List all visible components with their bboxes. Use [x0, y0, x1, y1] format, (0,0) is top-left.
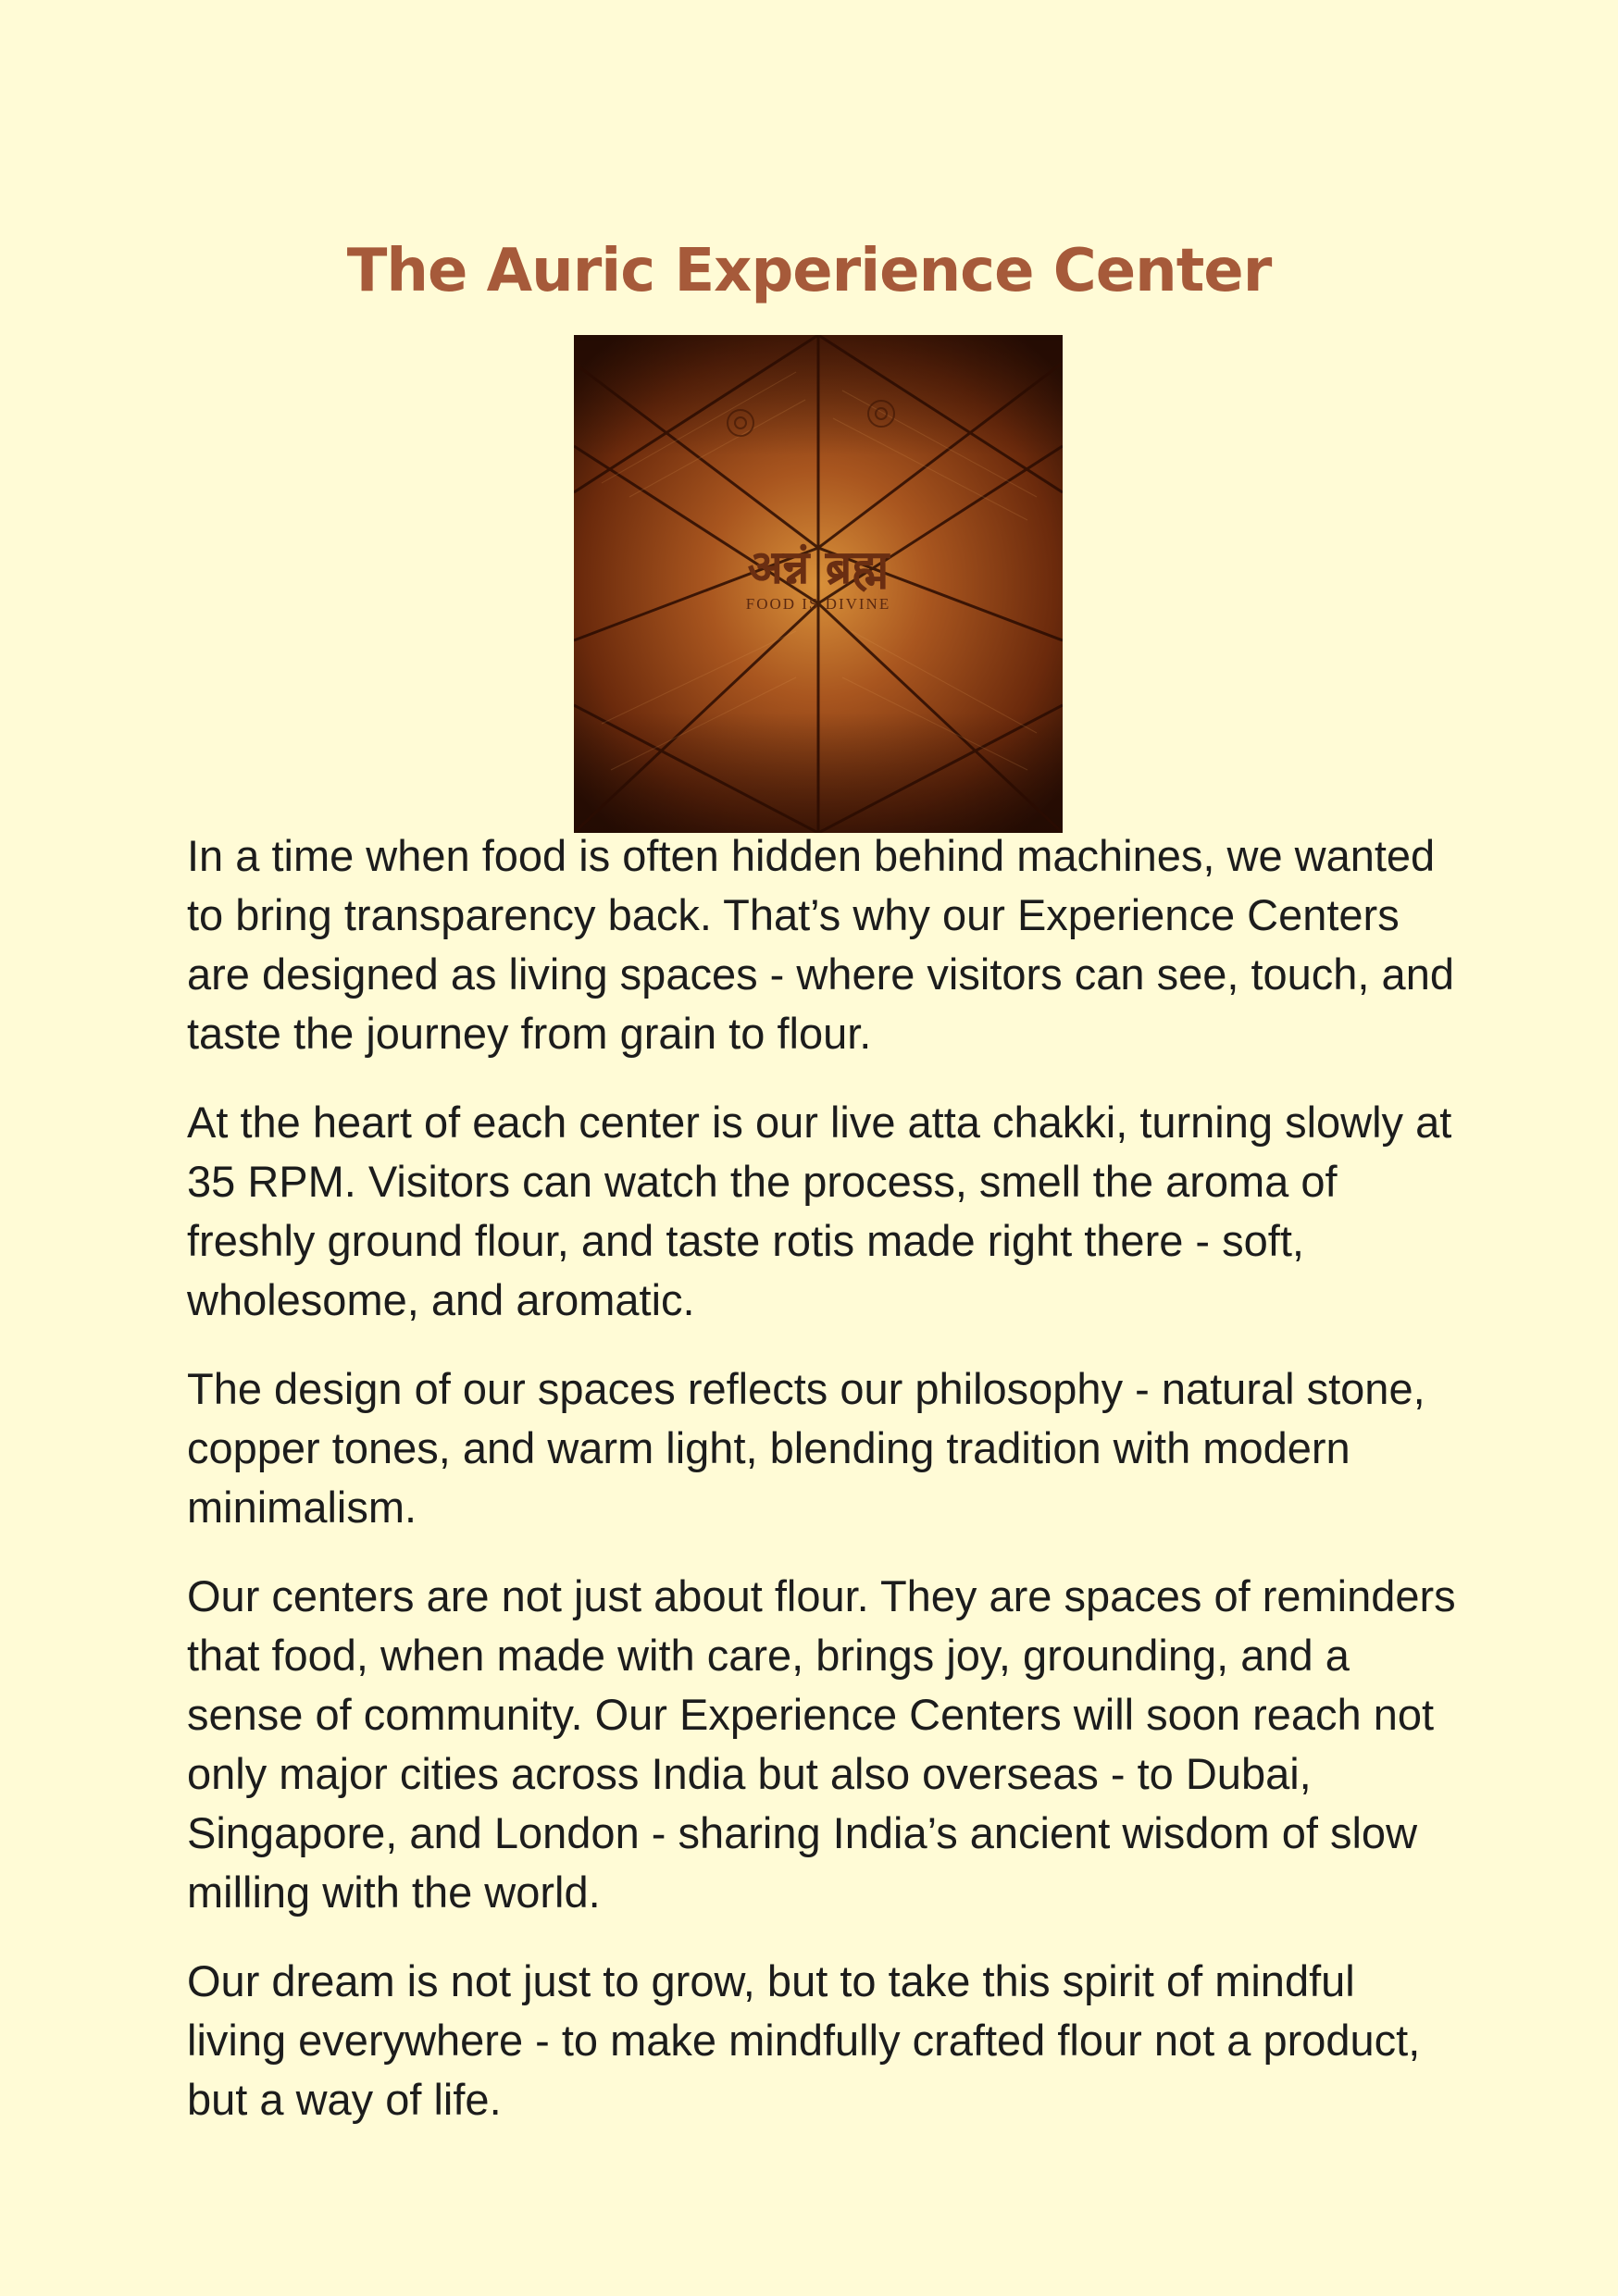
- paragraph-atta-chakki: At the heart of each center is our live atta chakki, turning slowly at 35 RPM. Visitors can watch the process, smell the aroma of freshly ground flour, and taste rotis made right there - soft, wholesome, and aromatic.: [187, 1098, 1452, 1324]
- wooden-panel-illustration: [574, 335, 1063, 833]
- paragraph-community: Our centers are not just about flour. They are spaces of reminders that food, when made with care, brings joy, grounding, and a sense of community. Our Experience Centers will soon reach not only major cities across India but also overseas - to Dubai, Singapore, and London - sharing India’s ancient wisdom of slow milling with the world.: [187, 1571, 1456, 1917]
- motto-devanagari: अन्नं ब्रह्म: [747, 540, 890, 594]
- motto-english: FOOD IS DIVINE: [745, 595, 891, 613]
- paragraph-intro: In a time when food is often hidden behind machines, we wanted to bring transparency back. That’s why our Experience Centers are designed as living spaces - where visitors can see, touch, and taste the journey from grain to flour.: [187, 831, 1454, 1058]
- body-text: [187, 826, 1464, 2159]
- hero-image: [574, 335, 1063, 833]
- page-title: The Auric Experience Center: [346, 237, 1272, 305]
- paragraph-dream: Our dream is not just to grow, but to take this spirit of mindful living everywhere - to make mindfully crafted flour not a product, but a way of life.: [187, 1956, 1421, 2124]
- paragraph-design: The design of our spaces reflects our philosophy - natural stone, copper tones, and warm light, blending tradition with modern minimalism.: [187, 1364, 1425, 1532]
